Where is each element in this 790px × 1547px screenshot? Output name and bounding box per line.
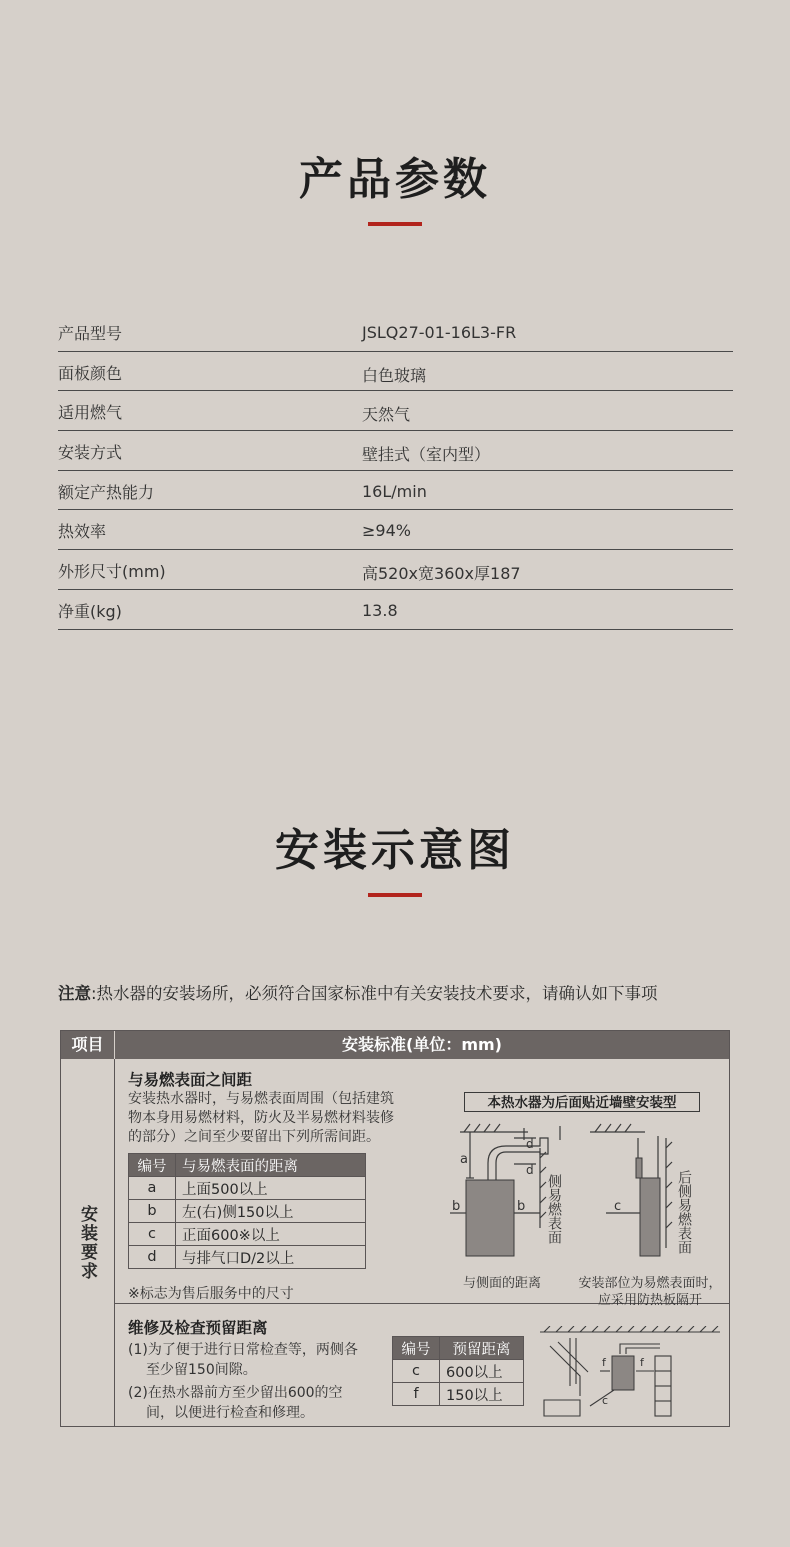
part1-footnote: ※标志为售后服务中的尺寸 [128,1286,294,1302]
spec-value: 壁挂式（室内型） [362,445,491,465]
spec-label: 外形尺寸(mm) [58,562,166,582]
row-distance: 正面600※以上 [176,1223,366,1246]
clearance-table [128,1153,366,1269]
spec-table [58,312,733,630]
spec-row [58,431,733,471]
row-code: d [129,1246,176,1269]
part1-desc-line3: 的部分）之间至少要留出下列所需间距。 [128,1129,380,1145]
label-c-front: c [602,1394,609,1407]
diagram-title-box: 本热水器为后面贴近墙壁安装型 [464,1092,700,1112]
clearance-row [129,1200,366,1223]
section-title-install: 安装示意图 [275,825,515,876]
row-code: b [129,1200,176,1223]
row-code: f [393,1383,440,1406]
row-code: a [129,1177,176,1200]
caption-side-distance: 与侧面的距离 [462,1276,541,1291]
spec-value: 高520x宽360x厚187 [362,564,521,584]
row-distance: 上面500以上 [176,1177,366,1200]
spec-label: 产品型号 [58,324,123,343]
row-distance: 与排气口D/2以上 [176,1246,366,1269]
maintenance-row [393,1360,524,1383]
back-surface-label: 后侧易燃表面 [676,1170,692,1254]
label-d-bottom: d [526,1163,534,1177]
label-a: a [460,1152,468,1167]
spec-row [58,550,733,590]
row-distance: 600以上 [440,1360,524,1383]
spec-label: 安装方式 [58,443,123,463]
maintenance-header-no: 编号 [393,1337,440,1360]
caption-heat-shield-1: 安装部位为易燃表面时， [578,1276,722,1291]
spec-label: 净重(kg) [58,601,122,621]
spec-value: ≥94% [362,521,411,541]
maintenance-row [393,1383,524,1406]
part1-desc-line1: 安装热水器时，与易燃表面周围（包括建筑 [128,1091,394,1107]
spec-row [58,312,733,352]
part2-heading: 维修及检查预留距离 [128,1319,268,1337]
clearance-row [129,1246,366,1269]
spec-label: 适用燃气 [58,403,123,423]
spec-row [58,352,733,392]
maintenance-diagram [540,1326,725,1422]
row-distance: 150以上 [440,1383,524,1406]
maintenance-header-dist: 预留距离 [440,1337,524,1360]
part2-item1-line2: 至少留150间隙。 [146,1362,257,1378]
spec-row [58,471,733,511]
spec-label: 面板颜色 [58,363,123,383]
row-distance: 左(右)侧150以上 [176,1200,366,1223]
spec-value: 白色玻璃 [362,365,427,385]
part1-heading: 与易燃表面之间距 [128,1071,253,1089]
label-b-right: b [517,1199,526,1214]
clearance-row [129,1223,366,1246]
section-title-params: 产品参数 [299,154,491,205]
row-code: c [129,1223,176,1246]
spec-row [58,510,733,550]
install-table-header [61,1031,729,1059]
spec-value: JSLQ27-01-16L3-FR [362,323,517,342]
spec-label: 热效率 [58,522,107,542]
header-standard: 安装标准(单位：mm) [342,1035,502,1054]
row-code: c [393,1360,440,1383]
spec-value: 天然气 [362,405,411,425]
clearance-header-dist: 与易燃表面的距离 [176,1154,366,1177]
clearance-header-no: 编号 [129,1154,176,1177]
header-item: 项目 [61,1031,115,1059]
note-text: :热水器的安装场所，必须符合国家标准中有关安装技术要求，请确认如下事项 [91,984,658,1003]
side-label-cell [61,1059,115,1426]
caption-heat-shield-2: 应采用防热板隔开 [597,1293,702,1308]
side-label: 安装要求 [77,1204,97,1281]
label-d-top: d [526,1137,534,1151]
title-accent-bar [368,222,422,226]
label-f-right: f [640,1356,644,1369]
spec-label: 额定产热能力 [58,482,155,502]
spec-row [58,590,733,630]
spec-value: 16L/min [362,481,427,501]
part2-item2-line2: 间，以便进行检查和修理。 [146,1405,314,1421]
part2-item1-line1: (1)为了便于进行日常检查等，两侧各 [128,1342,358,1358]
title-accent-bar [368,893,422,897]
maintenance-table [392,1336,524,1406]
label-b-left: b [452,1199,461,1214]
spec-value: 13.8 [362,600,398,620]
side-surface-label: 侧易燃表面 [546,1174,562,1244]
label-c: c [614,1199,622,1214]
part2-item2-line1: (2)在热水器前方至少留出600的空 [128,1385,343,1401]
spec-row [58,391,733,431]
part1-desc-line2: 物本身用易燃材料，防火及半易燃材料装修 [128,1110,394,1126]
clearance-row [129,1177,366,1200]
install-note [58,980,658,1004]
note-label: 注意 [58,984,91,1003]
label-f-left: f [602,1356,606,1369]
